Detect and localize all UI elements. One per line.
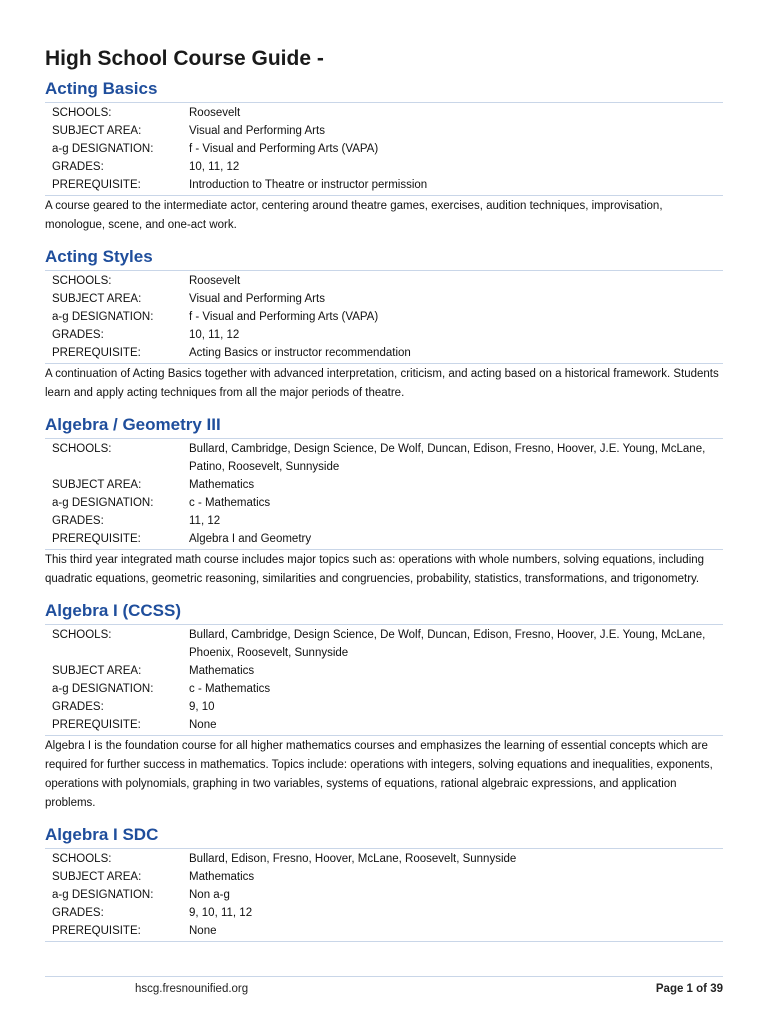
subject-area-value: Mathematics	[189, 479, 255, 491]
course-entry	[45, 410, 723, 589]
prerequisite-value: Acting Basics or instructor recommendation	[189, 347, 411, 359]
grades-row	[45, 512, 723, 530]
grades-label: GRADES:	[52, 329, 104, 341]
prerequisite-row	[45, 716, 723, 734]
course-entry	[45, 596, 723, 813]
prerequisite-row	[45, 922, 723, 940]
ag-designation-value: Non a-g	[189, 889, 230, 901]
schools-label: SCHOOLS:	[52, 443, 112, 455]
page-footer	[45, 976, 723, 1007]
page-number: Page 1 of 39	[655, 983, 723, 995]
ag-designation-value: f - Visual and Performing Arts (VAPA)	[189, 311, 379, 323]
ag-designation-value: c - Mathematics	[189, 497, 271, 509]
subject-area-value: Visual and Performing Arts	[189, 293, 325, 305]
prerequisite-row	[45, 344, 723, 362]
schools-value: Bullard, Cambridge, Design Science, De Wolf, Duncan, Edison, Fresno, Hoover, J.E. Young, McLane, Patino, Roosevelt, Sunnyside	[189, 443, 706, 473]
schools-value: Bullard, Cambridge, Design Science, De Wolf, Duncan, Edison, Fresno, Hoover, J.E. Young, McLane, Phoenix, Roosevelt, Sunnyside	[189, 629, 706, 659]
prerequisite-label: PREREQUISITE:	[52, 347, 141, 359]
subject-area-label: SUBJECT AREA:	[52, 479, 142, 491]
schools-label: SCHOOLS:	[52, 853, 112, 865]
course-description: A continuation of Acting Basics together with advanced interpretation, criticism, and acting based on a historical framework. Students learn and apply acting techniques from all the major periods of theatre.	[45, 368, 719, 399]
prerequisite-value: None	[189, 925, 217, 937]
schools-value: Bullard, Edison, Fresno, Hoover, McLane, Roosevelt, Sunnyside	[189, 853, 517, 865]
ag-designation-row	[45, 886, 723, 904]
schools-value: Roosevelt	[189, 107, 241, 119]
course-entry	[45, 820, 723, 942]
ag-designation-label: a-g DESIGNATION:	[52, 143, 154, 155]
schools-row	[45, 440, 723, 476]
course-title: Algebra I SDC	[45, 825, 159, 844]
grades-value: 11, 12	[189, 515, 221, 527]
page-title: High School Course Guide -	[45, 47, 324, 70]
course-meta-table	[45, 624, 723, 736]
schools-label: SCHOOLS:	[52, 107, 112, 119]
course-guide-page	[45, 44, 723, 942]
prerequisite-value: None	[189, 719, 217, 731]
prerequisite-label: PREREQUISITE:	[52, 179, 141, 191]
course-title: Acting Styles	[45, 247, 153, 266]
schools-row	[45, 272, 723, 290]
course-title: Algebra I (CCSS)	[45, 601, 182, 620]
grades-label: GRADES:	[52, 515, 104, 527]
schools-row	[45, 626, 723, 662]
prerequisite-label: PREREQUISITE:	[52, 925, 141, 937]
course-title: Algebra / Geometry III	[45, 415, 221, 434]
course-title: Acting Basics	[45, 79, 158, 98]
subject-area-row	[45, 662, 723, 680]
course-description: A course geared to the intermediate actor, centering around theatre games, exercises, audition techniques, improvisation, monologue, scene, and one-act work.	[45, 200, 663, 231]
grades-value: 10, 11, 12	[189, 329, 240, 341]
subject-area-row	[45, 290, 723, 308]
schools-label: SCHOOLS:	[52, 629, 112, 641]
ag-designation-row	[45, 140, 723, 158]
course-entry	[45, 242, 723, 403]
grades-value: 10, 11, 12	[189, 161, 240, 173]
ag-designation-label: a-g DESIGNATION:	[52, 683, 154, 695]
grades-value: 9, 10	[189, 701, 215, 713]
ag-designation-row	[45, 680, 723, 698]
course-meta-table	[45, 848, 723, 942]
ag-designation-value: c - Mathematics	[189, 683, 271, 695]
course-description: Algebra I is the foundation course for all higher mathematics courses and emphasizes the learning of essential concepts which are required for further success in mathematics. Topics include: operations with integers, solving equations and inequalities, exponents, operations with polynomials, graphing in two variables, systems of equations, rational algebraic expressions, and application problems.	[45, 740, 713, 809]
subject-area-row	[45, 868, 723, 886]
schools-row	[45, 850, 723, 868]
schools-row	[45, 104, 723, 122]
ag-designation-label: a-g DESIGNATION:	[52, 311, 154, 323]
grades-row	[45, 326, 723, 344]
grades-row	[45, 158, 723, 176]
footer-url: hscg.fresnounified.org	[135, 983, 249, 995]
grades-label: GRADES:	[52, 701, 104, 713]
ag-designation-label: a-g DESIGNATION:	[52, 497, 154, 509]
ag-designation-row	[45, 494, 723, 512]
schools-label: SCHOOLS:	[52, 275, 112, 287]
subject-area-label: SUBJECT AREA:	[52, 125, 142, 137]
schools-value: Roosevelt	[189, 275, 241, 287]
grades-row	[45, 698, 723, 716]
ag-designation-value: f - Visual and Performing Arts (VAPA)	[189, 143, 379, 155]
grades-value: 9, 10, 11, 12	[189, 907, 253, 919]
course-entry	[45, 74, 723, 235]
course-description: This third year integrated math course includes major topics such as: operations with whole numbers, solving equations, including quadratic equations, geometric reasoning, similarities and congruencies, probability, statistics, transformations, and trigonometry.	[45, 554, 705, 585]
subject-area-row	[45, 476, 723, 494]
prerequisite-row	[45, 530, 723, 548]
subject-area-value: Mathematics	[189, 665, 255, 677]
prerequisite-label: PREREQUISITE:	[52, 533, 141, 545]
course-meta-table	[45, 438, 723, 550]
subject-area-row	[45, 122, 723, 140]
ag-designation-row	[45, 308, 723, 326]
course-meta-table	[45, 102, 723, 196]
subject-area-value: Mathematics	[189, 871, 255, 883]
subject-area-label: SUBJECT AREA:	[52, 871, 142, 883]
prerequisite-value: Algebra I and Geometry	[189, 533, 312, 545]
grades-label: GRADES:	[52, 907, 104, 919]
prerequisite-label: PREREQUISITE:	[52, 719, 141, 731]
subject-area-value: Visual and Performing Arts	[189, 125, 325, 137]
ag-designation-label: a-g DESIGNATION:	[52, 889, 154, 901]
subject-area-label: SUBJECT AREA:	[52, 665, 142, 677]
prerequisite-value: Introduction to Theatre or instructor permission	[189, 179, 428, 191]
grades-row	[45, 904, 723, 922]
prerequisite-row	[45, 176, 723, 194]
subject-area-label: SUBJECT AREA:	[52, 293, 142, 305]
course-meta-table	[45, 270, 723, 364]
grades-label: GRADES:	[52, 161, 104, 173]
